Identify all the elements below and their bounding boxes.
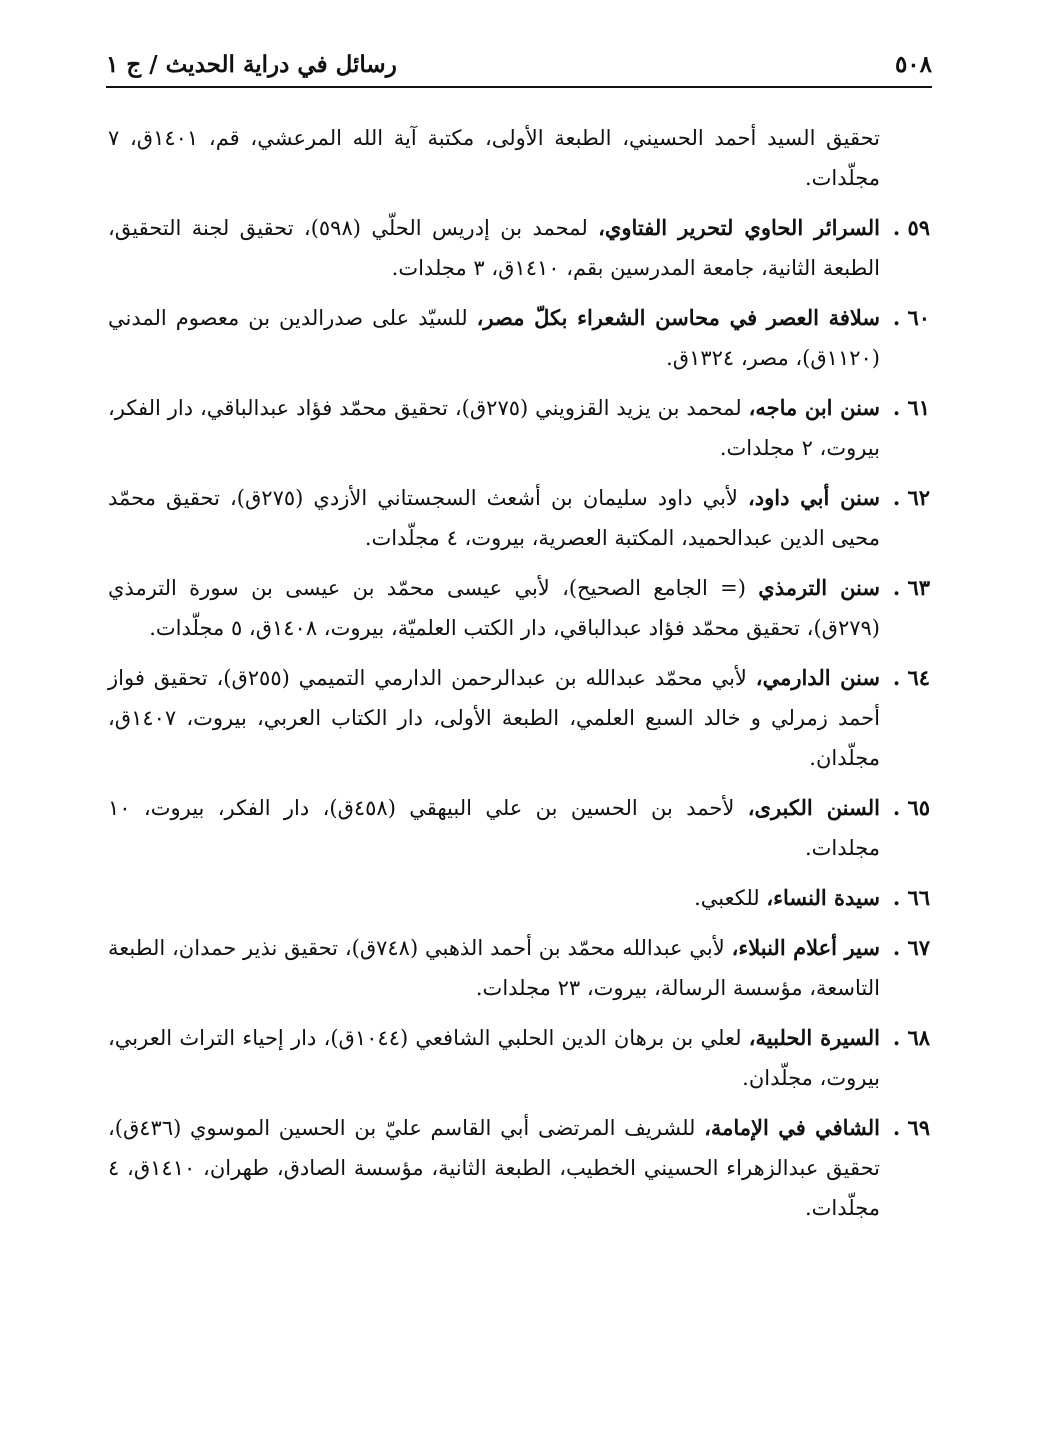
entry-title: سنن ابن ماجه، <box>748 395 881 420</box>
entry-details: لمحمد بن إدريس الحلّي (٥٩٨)، تحقيق لجنة التحقيق، الطبعة الثانية، جامعة المدرسين بقم، ١٤١٠ق، ٣ مجلدات. <box>108 216 880 280</box>
bibliography-entry <box>108 878 930 918</box>
entry-title: سيدة النساء، <box>766 885 880 910</box>
bibliography-entry <box>108 478 930 558</box>
bibliography-entry <box>108 208 930 288</box>
entry-details: للكعبي. <box>694 886 767 910</box>
entry-number: ٦٩ . <box>892 1115 930 1140</box>
entry-number: ٦١ . <box>892 395 930 420</box>
entry-number: ٦٥ . <box>892 795 930 820</box>
entry-number: ٦٢ . <box>892 485 930 510</box>
entry-title: سير أعلام النبلاء، <box>731 935 880 960</box>
entry-number: ٦٦ . <box>892 885 930 910</box>
continued-entry-text: تحقيق السيد أحمد الحسيني، الطبعة الأولى، مكتبة آية الله المرعشي، قم، ١٤٠١ق، ٧ مجلّدات. <box>108 126 880 190</box>
entry-details: لأبي محمّد عبدالله بن عبدالرحمن الدارمي التميمي (٢٥٥ق)، تحقيق فواز أحمد زمرلي و خالد السبع العلمي، الطبعة الأولى، دار الكتاب العربي، بيروت، ١٤٠٧ق، مجلّدان. <box>108 666 880 770</box>
bibliography-body <box>108 118 930 1238</box>
bibliography-entry <box>108 388 930 468</box>
entry-details: للسيّد على صدرالدين بن معصوم المدني (١١٢٠ق)، مصر، ١٣٢٤ق. <box>108 306 880 370</box>
entry-number: ٥٩ . <box>892 215 930 240</box>
bibliography-entry <box>108 658 930 778</box>
bibliography-entry <box>108 568 930 648</box>
entry-title: سلافة العصر في محاسن الشعراء بكلّ مصر، <box>476 305 880 330</box>
running-title: رسائل في دراية الحديث / ج ١ <box>106 50 397 78</box>
page-number: ٥٠٨ <box>894 50 932 78</box>
entry-title: السيرة الحلبية، <box>748 1025 880 1050</box>
entry-number: ٦٣ . <box>892 575 930 600</box>
entry-details: لأبي عبدالله محمّد بن أحمد الذهبي (٧٤٨ق)، تحقيق نذير حمدان، الطبعة التاسعة، مؤسسة الرسالة، بيروت، ٢٣ مجلدات. <box>108 936 880 1000</box>
bibliography-entry <box>108 298 930 378</box>
entry-title: سنن الترمذي <box>758 575 880 600</box>
entry-title: السنن الكبرى، <box>747 795 880 820</box>
entry-title: السرائر الحاوي لتحرير الفتاوي، <box>598 215 880 240</box>
entry-details: لمحمد بن يزيد القزويني (٢٧٥ق)، تحقيق محمّد فؤاد عبدالباقي، دار الفكر، بيروت، ٢ مجلدات. <box>108 396 880 460</box>
bibliography-entry <box>108 1108 930 1228</box>
bibliography-entry <box>108 1018 930 1098</box>
entry-number: ٦٤ . <box>892 665 930 690</box>
entry-title: سنن الدارمي، <box>755 665 880 690</box>
bibliography-entry <box>108 788 930 868</box>
entry-details: لأحمد بن الحسين بن علي البيهقي (٤٥٨ق)، دار الفكر، بيروت، ١٠ مجلدات. <box>108 796 880 860</box>
entry-details: (= الجامع الصحيح)، لأبي عيسى محمّد بن عيسى بن سورة الترمذي (٢٧٩ق)، تحقيق محمّد فؤاد عبدالباقي، دار الكتب العلميّة، بيروت، ١٤٠٨ق، ٥ مجلّدات. <box>108 576 880 640</box>
entry-title: سنن أبي داود، <box>747 485 880 510</box>
entry-title: الشافي في الإمامة، <box>704 1115 880 1140</box>
entry-number: ٦٨ . <box>892 1025 930 1050</box>
entry-details: لعلي بن برهان الدين الحلبي الشافعي (١٠٤٤ق)، دار إحياء التراث العربي، بيروت، مجلّدان. <box>108 1026 880 1090</box>
bibliography-entry <box>108 928 930 1008</box>
entry-details: لأبي داود سليمان بن أشعث السجستاني الأزدي (٢٧٥ق)، تحقيق محمّد محيى الدين عبدالحميد، المكتبة العصرية، بيروت، ٤ مجلّدات. <box>108 486 880 550</box>
entry-details: للشريف المرتضى أبي القاسم عليّ بن الحسين الموسوي (٤٣٦ق)، تحقيق عبدالزهراء الحسيني الخطيب، الطبعة الثانية، مؤسسة الصادق، طهران، ١٤١٠ق، ٤ مجلّدات. <box>108 1116 880 1220</box>
continued-entry <box>108 118 930 198</box>
entry-number: ٦٠ . <box>892 305 930 330</box>
entry-number: ٦٧ . <box>892 935 930 960</box>
page-header <box>106 44 932 84</box>
header-divider <box>106 86 932 88</box>
